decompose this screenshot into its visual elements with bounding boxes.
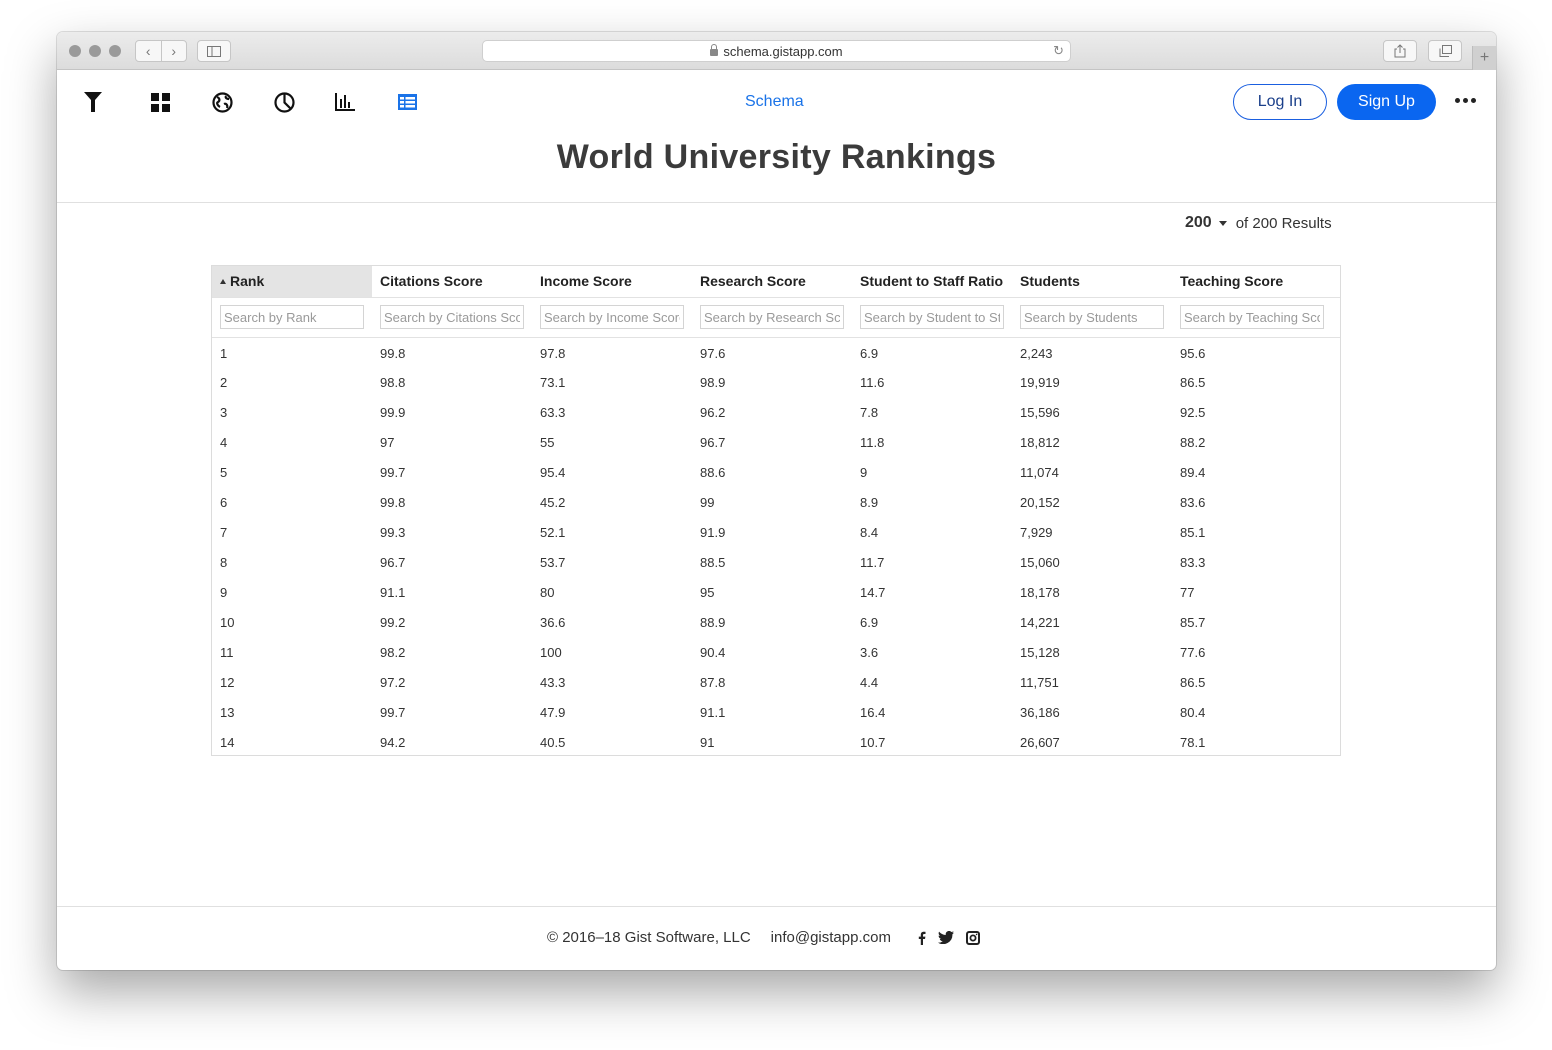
close-window-icon[interactable] [69,45,81,57]
table-cell-citations-score: 96.7 [380,554,406,570]
table-cell-income-score: 53.7 [540,554,566,570]
table-cell-citations-score: 99.8 [380,345,406,361]
table-cell-income-score: 97.8 [540,345,566,361]
table-cell-income-score: 47.9 [540,704,566,720]
table-cell-citations-score: 99.8 [380,494,406,510]
table-row [212,367,1341,397]
twitter-icon[interactable] [938,931,954,944]
table-cell-citations-score: 97.2 [380,674,406,690]
table-cell-teaching-score: 85.7 [1180,614,1206,630]
table-cell-students: 26,607 [1020,734,1060,750]
table-cell-research-score: 91 [700,734,715,750]
page-title: World University Rankings [556,138,997,176]
table-cell-research-score: 95 [700,584,715,600]
table-cell-income-score: 36.6 [540,614,566,630]
table-cell-teaching-score: 77.6 [1180,644,1206,660]
table-cell-research-score: 96.2 [700,404,726,420]
table-cell-citations-score: 99.3 [380,524,406,540]
table-cell-citations-score: 99.7 [380,464,406,480]
table-cell-rank: 13 [220,704,235,720]
zoom-window-icon[interactable] [109,45,121,57]
table-cell-rank: 9 [220,584,228,600]
column-header-label: Income Score [540,273,632,290]
new-tab-icon[interactable]: + [1472,46,1496,70]
table-cell-citations-score: 94.2 [380,734,406,750]
table-cell-research-score: 90.4 [700,644,726,660]
filter-cell [692,297,852,337]
search-input-citations-score[interactable] [380,305,524,329]
chevron-down-icon[interactable] [1219,221,1227,226]
table-cell-teaching-score: 77 [1180,584,1195,600]
contact-email-link[interactable]: info@gistapp.com [770,929,891,946]
table-cell-rank: 8 [220,554,228,570]
search-input-student-to-staff-ratio[interactable] [860,305,1004,329]
browser-window [57,32,1496,970]
table-cell-teaching-score: 86.5 [1180,674,1206,690]
table-cell-citations-score: 98.2 [380,644,406,660]
table-cell-students: 7,929 [1020,524,1053,540]
search-input-research-score[interactable] [700,305,844,329]
filter-cell [852,297,1012,337]
table-row [212,637,1341,667]
column-header-label: Citations Score [380,273,483,290]
results-count-label: of 200 Results [1235,214,1332,232]
rankings-table [211,265,1341,756]
table-row [212,427,1341,457]
table-cell-student-to-staff-ratio: 8.4 [860,524,879,540]
facebook-icon[interactable] [918,931,926,945]
table-cell-research-score: 88.6 [700,464,726,480]
table-cell-rank: 10 [220,614,235,630]
column-header-citations-score[interactable] [372,266,532,297]
sidebar-icon [207,46,221,57]
table-cell-students: 14,221 [1020,614,1060,630]
table-cell-students: 15,060 [1020,554,1060,570]
instagram-icon[interactable] [966,931,980,945]
footer-divider [57,906,1496,907]
table-cell-teaching-score: 78.1 [1180,734,1206,750]
page-size-select[interactable]: 200 [1185,214,1212,231]
table-cell-students: 18,178 [1020,584,1060,600]
table-cell-teaching-score: 92.5 [1180,404,1206,420]
column-header-rank[interactable] [212,266,372,297]
column-header-label: Student to Staff Ratio [860,273,1004,290]
table-cell-research-score: 91.9 [700,524,726,540]
table-cell-income-score: 100 [540,644,562,660]
table-cell-rank: 3 [220,404,228,420]
table-header-row [212,266,1341,297]
table-row [212,337,1341,367]
table-cell-research-score: 87.8 [700,674,726,690]
table-cell-student-to-staff-ratio: 3.6 [860,644,879,660]
column-header-income-score[interactable] [532,266,692,297]
table-cell-student-to-staff-ratio: 6.9 [860,614,879,630]
table-cell-teaching-score: 80.4 [1180,704,1206,720]
table-cell-students: 11,751 [1020,674,1059,690]
table-cell-students: 19,919 [1020,374,1060,390]
table-cell-research-score: 96.7 [700,434,726,450]
table-cell-income-score: 45.2 [540,494,566,510]
table-cell-teaching-score: 85.1 [1180,524,1206,540]
table-cell-rank: 12 [220,674,235,690]
table-cell-student-to-staff-ratio: 8.9 [860,494,879,510]
table-row [212,667,1341,697]
filter-icon[interactable] [81,90,105,114]
header-divider [57,202,1496,203]
table-row [212,697,1341,727]
forward-icon[interactable]: › [171,43,177,59]
grid-icon[interactable] [148,90,172,114]
table-cell-rank: 7 [220,524,228,540]
table-cell-students: 15,128 [1020,644,1060,660]
filter-cell [532,297,692,337]
table-cell-student-to-staff-ratio: 16.4 [860,704,886,720]
table-row [212,547,1341,577]
table-icon[interactable] [395,90,419,114]
address-bar[interactable] [482,40,1071,62]
table-row [212,487,1341,517]
filter-cell [372,297,532,337]
table-cell-research-score: 98.9 [700,374,726,390]
table-cell-rank: 1 [220,345,228,361]
globe-icon[interactable] [210,90,234,114]
browser-toolbar [57,32,1496,70]
share-button[interactable] [1383,40,1417,62]
table-cell-student-to-staff-ratio: 6.9 [860,345,879,361]
back-forward-buttons [135,40,187,62]
copyright-text: © 2016–18 Gist Software, LLC [547,929,751,946]
table-cell-teaching-score: 83.6 [1180,494,1206,510]
table-cell-income-score: 40.5 [540,734,566,750]
table-row [212,727,1341,756]
table-cell-rank: 4 [220,434,228,450]
table-cell-income-score: 52.1 [540,524,566,540]
table-cell-citations-score: 99.7 [380,704,406,720]
column-header-students[interactable] [1012,266,1172,297]
table-cell-income-score: 55 [540,434,555,450]
table-row [212,397,1341,427]
social-links [918,931,980,945]
column-header-label: Rank [230,273,265,290]
table-cell-rank: 5 [220,464,228,480]
sidebar-toggle-button[interactable] [197,40,231,62]
table-cell-research-score: 88.5 [700,554,726,570]
footer [547,929,980,946]
address-url: schema.gistapp.com [723,43,843,59]
filter-cell [1172,297,1341,337]
table-cell-teaching-score: 95.6 [1180,345,1206,361]
lock-icon [710,49,718,56]
search-input-income-score[interactable] [540,305,684,329]
table-cell-student-to-staff-ratio: 11.6 [860,374,885,390]
table-cell-student-to-staff-ratio: 4.4 [860,674,879,690]
table-row [212,457,1341,487]
share-icon [1394,44,1406,58]
table-cell-citations-score: 91.1 [380,584,406,600]
table-cell-students: 18,812 [1020,434,1060,450]
column-header-label: Research Score [700,273,806,290]
tabs-icon [1439,45,1452,57]
table-cell-research-score: 91.1 [700,704,726,720]
sort-ascending-icon [220,279,226,284]
schema-nav-link[interactable]: Schema [745,93,804,110]
more-options-icon[interactable] [1455,98,1476,103]
reload-icon[interactable]: ↻ [1053,43,1064,58]
table-cell-citations-score: 98.8 [380,374,406,390]
tabs-overview-button[interactable] [1428,40,1462,62]
table-cell-income-score: 73.1 [540,374,566,390]
table-cell-rank: 2 [220,374,228,390]
table-cell-citations-score: 99.9 [380,404,406,420]
table-cell-rank: 6 [220,494,228,510]
table-cell-teaching-score: 86.5 [1180,374,1206,390]
search-input-teaching-score[interactable] [1180,305,1324,329]
login-button[interactable]: Log In [1233,84,1327,120]
table-filter-row [212,297,1341,337]
table-cell-students: 2,243 [1020,345,1053,361]
filter-cell [212,297,372,337]
table-cell-teaching-score: 89.4 [1180,464,1206,480]
table-cell-student-to-staff-ratio: 7.8 [860,404,879,420]
column-header-student-to-staff-ratio[interactable] [852,266,1012,297]
search-input-rank[interactable] [220,305,364,329]
table-row [212,607,1341,637]
table-cell-income-score: 80 [540,584,555,600]
table-cell-teaching-score: 83.3 [1180,554,1206,570]
filter-cell [1012,297,1172,337]
table-body [212,337,1341,756]
table-cell-student-to-staff-ratio: 11.7 [860,554,885,570]
table-cell-income-score: 63.3 [540,404,566,420]
results-summary [1185,214,1332,232]
table-cell-student-to-staff-ratio: 14.7 [860,584,886,600]
table-cell-rank: 14 [220,734,235,750]
table-row [212,577,1341,607]
table-cell-research-score: 88.9 [700,614,726,630]
column-header-label: Students [1020,273,1080,290]
table-cell-students: 15,596 [1020,404,1060,420]
bar-chart-icon[interactable] [333,90,357,114]
table-cell-income-score: 43.3 [540,674,566,690]
column-header-label: Teaching Score [1180,273,1284,290]
table-cell-research-score: 99 [700,494,715,510]
table-cell-income-score: 95.4 [540,464,566,480]
table-cell-citations-score: 99.2 [380,614,406,630]
table-row [212,517,1341,547]
column-header-teaching-score[interactable] [1172,266,1341,297]
table-cell-citations-score: 97 [380,434,395,450]
table-cell-student-to-staff-ratio: 10.7 [860,734,886,750]
column-header-research-score[interactable] [692,266,852,297]
table-cell-student-to-staff-ratio: 11.8 [860,434,885,450]
table-cell-students: 11,074 [1020,464,1059,480]
table-cell-student-to-staff-ratio: 9 [860,464,868,480]
search-input-students[interactable] [1020,305,1164,329]
minimize-window-icon[interactable] [89,45,101,57]
back-icon[interactable]: ‹ [136,41,162,61]
table-cell-students: 20,152 [1020,494,1060,510]
table-cell-rank: 11 [220,644,234,660]
signup-button[interactable]: Sign Up [1337,84,1436,120]
table-cell-teaching-score: 88.2 [1180,434,1206,450]
pie-chart-icon[interactable] [272,90,296,114]
table-cell-students: 36,186 [1020,704,1060,720]
table-cell-research-score: 97.6 [700,345,726,361]
